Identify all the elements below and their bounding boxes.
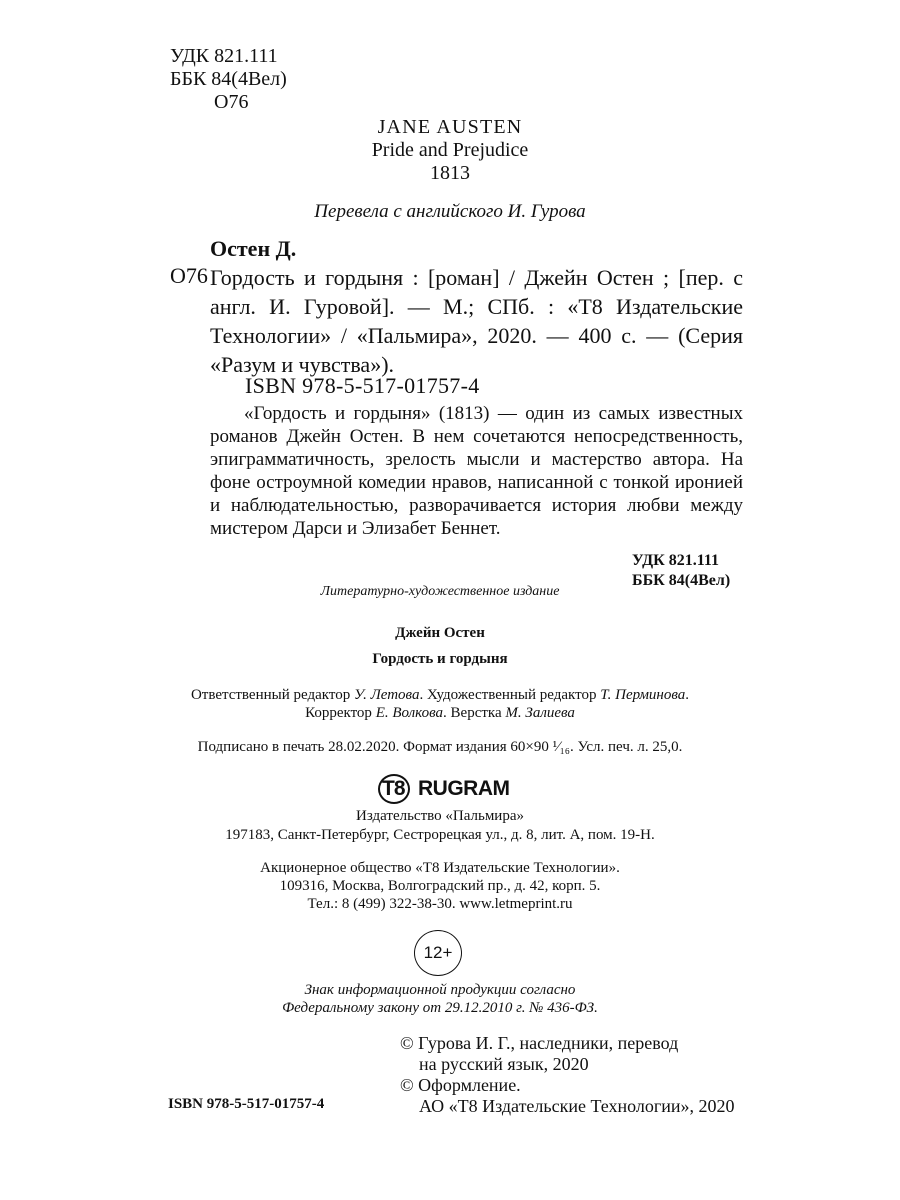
udk-code: УДК 821.111 <box>170 45 278 67</box>
company-contacts: Тел.: 8 (499) 322-38-30. www.letmeprint.ru <box>307 896 573 912</box>
law-note-line: Федеральному закону от 29.12.2010 г. № 436-ФЗ. <box>282 1000 598 1016</box>
credit-name: Т. Перминова <box>600 687 686 703</box>
bbk-code-bottom: ББК 84(4Вел) <box>632 572 731 589</box>
classification-block-top <box>170 45 287 114</box>
company-address: 109316, Москва, Волгоградский пр., д. 42, корп. 5. <box>279 878 601 894</box>
company-name: Акционерное общество «Т8 Издательские Технологии». <box>260 860 620 876</box>
catalog-author-heading: Остен Д. <box>210 236 297 261</box>
copyright-line: © Гурова И. Г., наследники, перевод <box>400 1033 679 1053</box>
credit-label: . Верстка <box>443 705 506 721</box>
law-note-line: Знак информационной продукции согласно <box>304 982 576 998</box>
credit-name: М. Залиева <box>505 705 575 721</box>
book-title: Гордость и гордыня <box>372 651 508 667</box>
original-author: JANE AUSTEN <box>377 116 523 138</box>
udk-code-bottom: УДК 821.111 <box>632 552 719 569</box>
original-year: 1813 <box>430 162 470 184</box>
catalog-author-code: О76 <box>170 263 208 288</box>
publisher-name: Издательство «Пальмира» <box>356 808 524 824</box>
age-rating-text: 12+ <box>423 943 453 962</box>
annotation: «Гордость и гордыня» (1813) — один из самых известных романов Джейн Остен. В нем сочетаются непосредственность, эпиграмматичность, зрелость мысли и мастерство автора. На фоне остроумной комедии нравов, написанной с тонкой иронией и наблюдательностью, разворачивается история любви между мистером Дарси и Элизабет Беннет. <box>210 403 743 539</box>
credit-label: . Художественный редактор <box>419 687 601 703</box>
credit-name: Е. Волкова <box>375 705 444 721</box>
credits-editors <box>0 687 880 704</box>
copyright-line: на русский язык, 2020 <box>419 1054 589 1074</box>
author-mark-code: О76 <box>214 91 249 113</box>
original-title: Pride and Prejudice <box>371 139 529 161</box>
age-rating-badge <box>414 930 462 976</box>
copyright-block <box>400 1033 735 1117</box>
bbk-code: ББК 84(4Вел) <box>170 68 287 90</box>
catalog-description: Гордость и гордыня : [роман] / Джейн Остен ; [пер. с англ. И. Гуровой]. — М.; СПб. : «Т8 Издательские Технологии» / «Пальмира», 2020. — 400 с. — (Серия «Разум и чувства»). <box>210 265 743 377</box>
publisher-address: 197183, Санкт-Петербург, Сестрорецкая ул., д. 8, лит. А, пом. 19-Н. <box>225 827 655 843</box>
copyright-line: © Оформление. <box>400 1075 521 1095</box>
logo-mark: T8 <box>382 777 405 800</box>
catalog-isbn: ISBN 978-5-517-01757-4 <box>245 373 480 398</box>
logo-brand: RUGRAM <box>418 777 510 800</box>
genre-note: Литературно-художественное издание <box>320 584 560 599</box>
copyright-line: АО «Т8 Издательские Технологии», 2020 <box>419 1096 735 1116</box>
credit-label: Ответственный редактор <box>190 687 354 703</box>
credits-proof-layout <box>0 705 880 722</box>
credit-name: У. Летова <box>353 687 420 703</box>
isbn-bottom: ISBN 978-5-517-01757-4 <box>168 1096 325 1112</box>
book-author: Джейн Остен <box>395 625 485 641</box>
credit-punct: . <box>685 687 690 703</box>
print-info: Подписано в печать 28.02.2020. Формат издания 60×90 ¹⁄₁₆. Усл. печ. л. 25,0. <box>197 739 683 755</box>
credit-label: Корректор <box>305 705 376 721</box>
translator-note: Перевела с английского И. Гурова <box>314 201 586 222</box>
